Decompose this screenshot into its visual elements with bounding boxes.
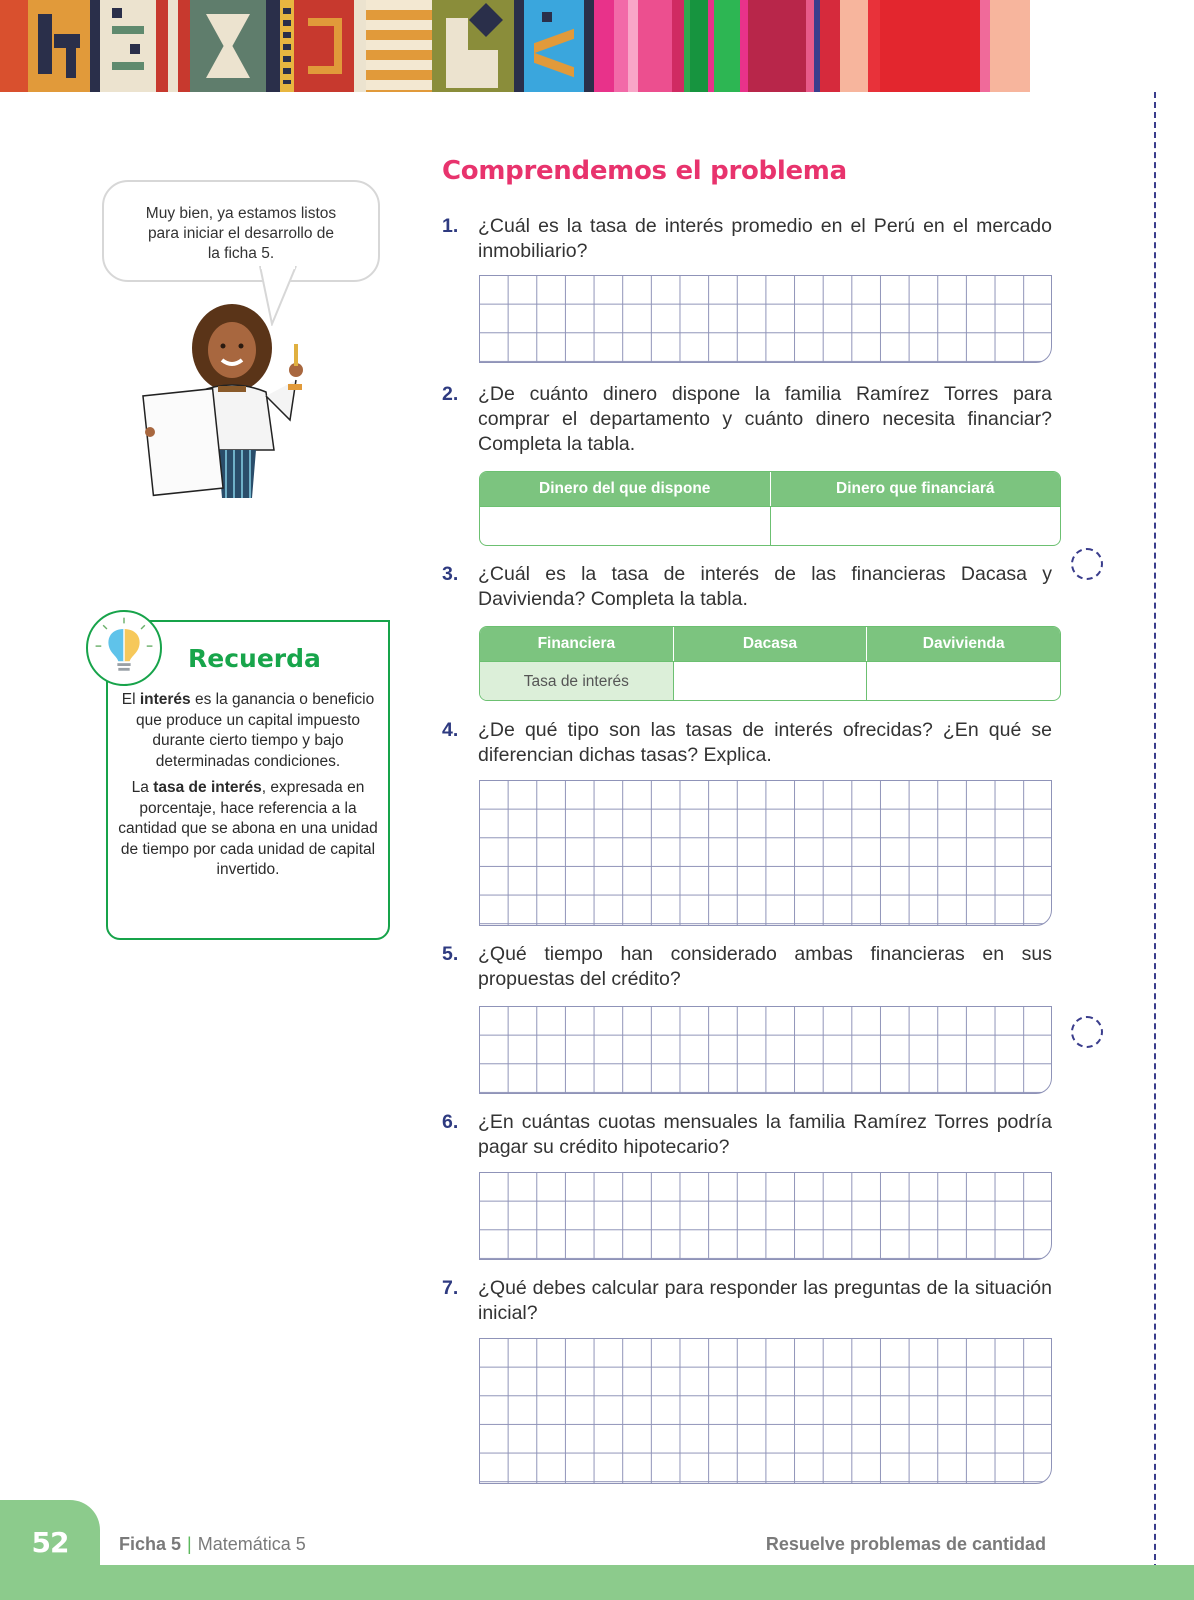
recuerda-term-interes: interés	[139, 691, 191, 708]
recuerda-paragraph-interes	[118, 690, 378, 772]
page-number: 52	[31, 1526, 69, 1559]
recuerda-text	[118, 690, 378, 887]
question-7-text: ¿Qué debes calcular para responder las preguntas de la situación inicial?	[478, 1277, 1052, 1324]
textile-banner	[0, 0, 1194, 92]
question-7-number: 7.	[442, 1277, 459, 1299]
footer-band	[0, 1565, 1194, 1600]
footer-separator: |	[187, 1534, 192, 1554]
question-1-text: ¿Cuál es la tasa de interés promedio en el Perú en el mercado inmobiliario?	[478, 215, 1052, 262]
recuerda-paragraph-tasa	[118, 778, 378, 881]
recuerda-p1-pre: El	[121, 691, 140, 708]
section-title: Comprendemos el problema	[442, 156, 847, 186]
question-3-text: ¿Cuál es la tasa de interés de las financieras Dacasa y Davivienda? Completa la tabla.	[478, 563, 1052, 610]
punch-hole-top	[1071, 548, 1103, 580]
recuerda-p1-post: es la ganancia o beneficio que produce un capital impuesto durante cierto tiempo y bajo determinadas condiciones.	[135, 691, 375, 770]
question-3-number: 3.	[442, 563, 459, 585]
question-6	[442, 1110, 1052, 1160]
question-3	[442, 562, 1052, 612]
question-4	[442, 718, 1052, 768]
question-5-number: 5.	[442, 943, 459, 965]
recuerda-p2-post: , expresada en porcentaje, hace referencia a la cantidad que se abona en una unidad de tiempo por cada unidad de capital invertido.	[118, 779, 378, 878]
bubble-line-3: la ficha 5.	[207, 245, 275, 262]
footer-competency: Resuelve problemas de cantidad	[765, 1534, 1046, 1554]
bubble-line-1: Muy bien, ya estamos listos	[145, 205, 337, 222]
answer-grid-7[interactable]	[479, 1338, 1052, 1484]
question-1	[442, 214, 1052, 264]
answer-grid-5[interactable]	[479, 1006, 1052, 1094]
brain-lightbulb-icon	[86, 610, 162, 686]
bubble-line-2: para iniciar el desarrollo de	[147, 225, 335, 242]
question-5	[442, 942, 1052, 992]
question-2-text: ¿De cuánto dinero dispone la familia Ramírez Torres para comprar el departamento y cuánto dinero necesita financiar? Completa la tabla.	[478, 383, 1052, 455]
footer-subject: Matemática 5	[197, 1534, 306, 1554]
recuerda-p2-pre: La	[131, 779, 154, 796]
table-rates-header-dacasa: Dacasa	[674, 627, 868, 661]
question-2-number: 2.	[442, 383, 459, 405]
speech-bubble	[102, 180, 380, 282]
question-2	[442, 382, 1052, 457]
table-rates-header-financiera: Financiera	[480, 627, 674, 661]
punch-hole-bottom	[1071, 1016, 1103, 1048]
question-7	[442, 1276, 1052, 1326]
question-1-number: 1.	[442, 215, 459, 237]
answer-grid-1[interactable]	[479, 275, 1052, 363]
question-6-number: 6.	[442, 1111, 459, 1133]
question-6-text: ¿En cuántas cuotas mensuales la familia Ramírez Torres podría pagar su crédito hipotecario?	[478, 1111, 1052, 1158]
table-money-cell-financiara[interactable]	[771, 506, 1061, 546]
table-rates-cell-davivienda[interactable]	[867, 661, 1060, 701]
table-money-header-1: Dinero del que dispone	[480, 472, 771, 506]
teacher-illustration	[140, 300, 320, 510]
table-money-cell-dispone[interactable]	[480, 506, 771, 546]
binding-dashed-line	[1154, 92, 1156, 1600]
table-rates-header-davivienda: Davivienda	[922, 635, 1005, 652]
question-4-text: ¿De qué tipo son las tasas de interés ofrecidas? ¿En qué se diferencian dichas tasas? Explica.	[478, 719, 1052, 766]
answer-grid-6[interactable]	[479, 1172, 1052, 1260]
table-rates	[479, 626, 1061, 701]
table-rates-row-label: Tasa de interés	[480, 661, 674, 701]
footer-ficha-subject	[119, 1534, 306, 1555]
table-money	[479, 471, 1061, 546]
table-money-header-2: Dinero que financiará	[836, 480, 995, 497]
answer-grid-4[interactable]	[479, 780, 1052, 926]
recuerda-title: Recuerda	[188, 644, 321, 673]
question-4-number: 4.	[442, 719, 459, 741]
table-rates-cell-dacasa[interactable]	[674, 661, 868, 701]
footer-ficha: Ficha 5	[119, 1534, 182, 1554]
question-5-text: ¿Qué tiempo han considerado ambas financieras en sus propuestas del crédito?	[478, 943, 1052, 990]
recuerda-term-tasa: tasa de interés	[153, 779, 262, 796]
